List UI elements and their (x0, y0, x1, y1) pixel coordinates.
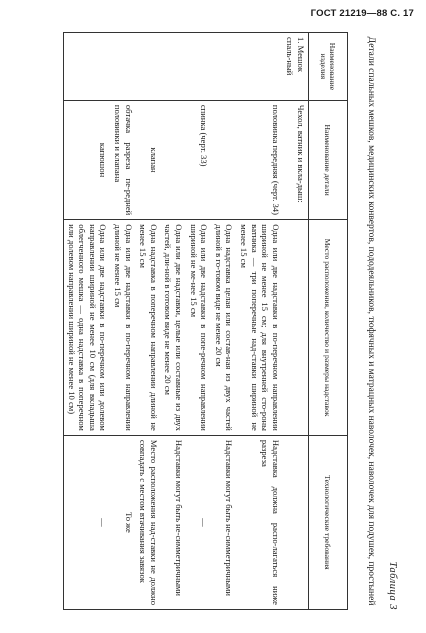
cell-placement: Одна или две надставки в по-перечном направлении длиной не менее 15 см (111, 220, 136, 436)
cell-product (64, 33, 111, 101)
cell-product (211, 33, 236, 101)
table-row (136, 33, 161, 610)
table-row (283, 33, 309, 610)
cell-requirements: Надставки могут быть не-симметричными (161, 435, 186, 609)
table-header-row (309, 33, 348, 610)
table-row (186, 33, 211, 610)
cell-requirements: Надставка должна распо-лагаться ниже разреза (236, 435, 282, 609)
cell-requirements: — (186, 435, 211, 609)
cell-part: капюшон (64, 100, 111, 219)
cell-part (161, 100, 186, 219)
table-row (161, 33, 186, 610)
cell-placement (283, 220, 309, 436)
cell-product (236, 33, 282, 101)
table-row (236, 33, 282, 610)
table-caption: Детали спальных мешков, медицинских конвертов, пододеяльников, тюфячных и матрацных наволочек, наволочек для подушек, простыней (366, 36, 376, 606)
cell-placement: Одна или две надставки, целые или составные из двух частей, дли-ной в готовом виде не менее 20 см (161, 220, 186, 436)
gost-table (63, 32, 348, 610)
cell-requirements (283, 435, 309, 609)
cell-product (186, 33, 211, 101)
cell-part: обтачка разреза пе-редней половинки и клапана (111, 100, 136, 219)
cell-part: половинка передняя (черт. 34) (236, 100, 282, 219)
column-header-product: Наименование изделия (309, 33, 348, 101)
cell-product (161, 33, 186, 101)
cell-placement: Одна надставка в поперечном направлении длиной не менее 15 см (136, 220, 161, 436)
column-header-part: Наименование детали (309, 100, 348, 219)
cell-placement: Одна или две надставки в по-перечном направлении шириной не менее 15 см; для внутренней сто-роны ватника — три поперечные над-ставки шириной не менее 15 см (236, 220, 282, 436)
table-row (211, 33, 236, 610)
table-row (111, 33, 136, 610)
page-header: ГОСТ 21219—88 С. 17 (310, 8, 414, 19)
cell-part: спинка (черт. 33) (186, 100, 211, 219)
cell-part (211, 100, 236, 219)
cell-product (136, 33, 161, 101)
cell-part: клапан (136, 100, 161, 219)
cell-placement: Одна или две надставки в попе-речном направлении шириной не ме-нее 15 см (186, 220, 211, 436)
cell-requirements: Надставки могут быть не-симметричными (211, 435, 236, 609)
cell-product (111, 33, 136, 101)
cell-part: Чехол, ватник и вкла-дыш: (283, 100, 309, 219)
cell-placement: Одна или две надставки в по-перечном или долевом направлении шириной не менее 10 см (для вкладыша облегченного мешка — одна надставка в поперечном или долевом направлении шириной не менее 10 см) (64, 220, 111, 436)
rotated-table-page (28, 32, 400, 610)
cell-placement: Одна надставка целая или состав-ная из двух частей длиной в го-товом виде не менее 20 см (211, 220, 236, 436)
table-title: Таблица 3 (387, 561, 398, 610)
table-row (64, 33, 111, 610)
column-header-placement: Место расположения, количество и размеры надставок (309, 220, 348, 436)
column-header-requirements: Технологические требования (309, 435, 348, 609)
cell-requirements: Место расположения над-ставки не должно совпадать с местом втачивания завязок (136, 435, 161, 609)
cell-product: 1. Мешок спаль-ный (283, 33, 309, 101)
cell-requirements: — (64, 435, 111, 609)
cell-requirements: То же (111, 435, 136, 609)
